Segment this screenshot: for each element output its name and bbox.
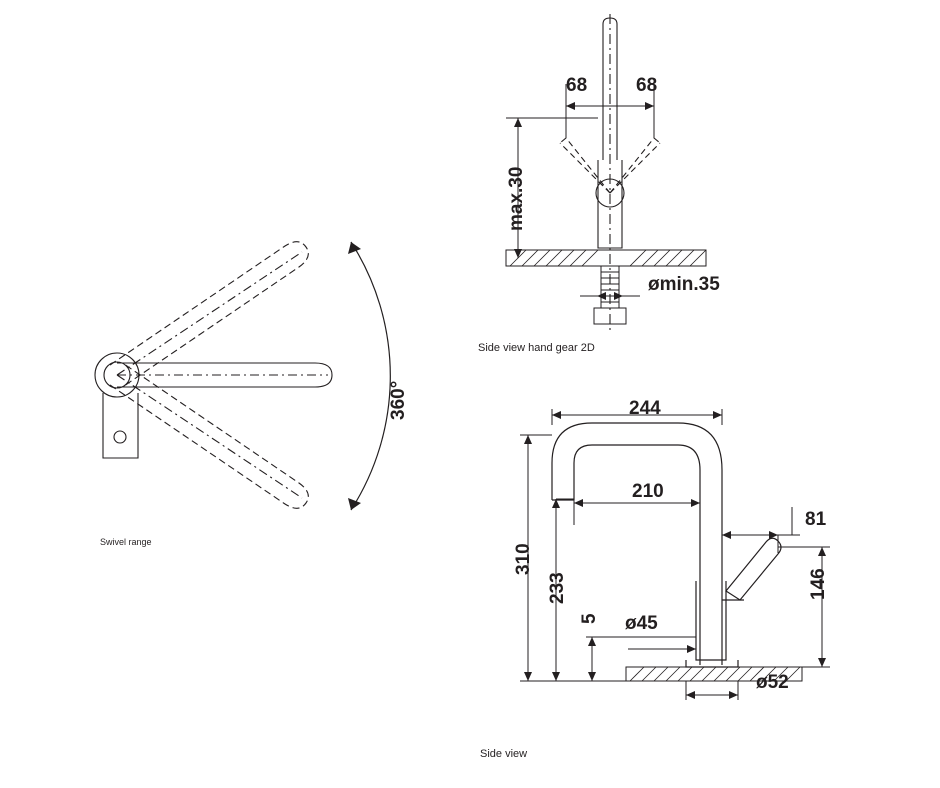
side-view-drawing bbox=[500, 395, 900, 725]
side-base-diameter-label: ø52 bbox=[756, 672, 789, 693]
swivel-angle-label: 360° bbox=[388, 380, 409, 420]
side-spout-reach-inner-label: 210 bbox=[632, 481, 664, 502]
hand-gear-max-height-label: max.30 bbox=[506, 166, 527, 231]
side-body-diameter-label: ø45 bbox=[625, 613, 658, 634]
view-swivel-range bbox=[70, 215, 410, 575]
side-spout-height-label: 233 bbox=[547, 572, 568, 604]
hand-gear-min-diameter-label: ømin.35 bbox=[648, 274, 720, 295]
side-spout-reach-total-label: 244 bbox=[629, 398, 661, 419]
hand-gear-right-offset-label: 68 bbox=[636, 75, 658, 96]
hand-gear-left-offset-label: 68 bbox=[566, 75, 588, 96]
side-base-clearance-label: 5 bbox=[579, 613, 600, 624]
side-lever-reach-label: 81 bbox=[805, 509, 827, 530]
side-total-height-label: 310 bbox=[513, 543, 534, 575]
caption-swivel-range: Swivel range bbox=[100, 537, 152, 547]
caption-side-view-hand-gear: Side view hand gear 2D bbox=[478, 342, 595, 354]
side-lever-height-label: 146 bbox=[808, 568, 829, 600]
view-side bbox=[500, 395, 900, 725]
swivel-range-drawing bbox=[70, 215, 410, 575]
caption-side-view: Side view bbox=[480, 748, 528, 760]
